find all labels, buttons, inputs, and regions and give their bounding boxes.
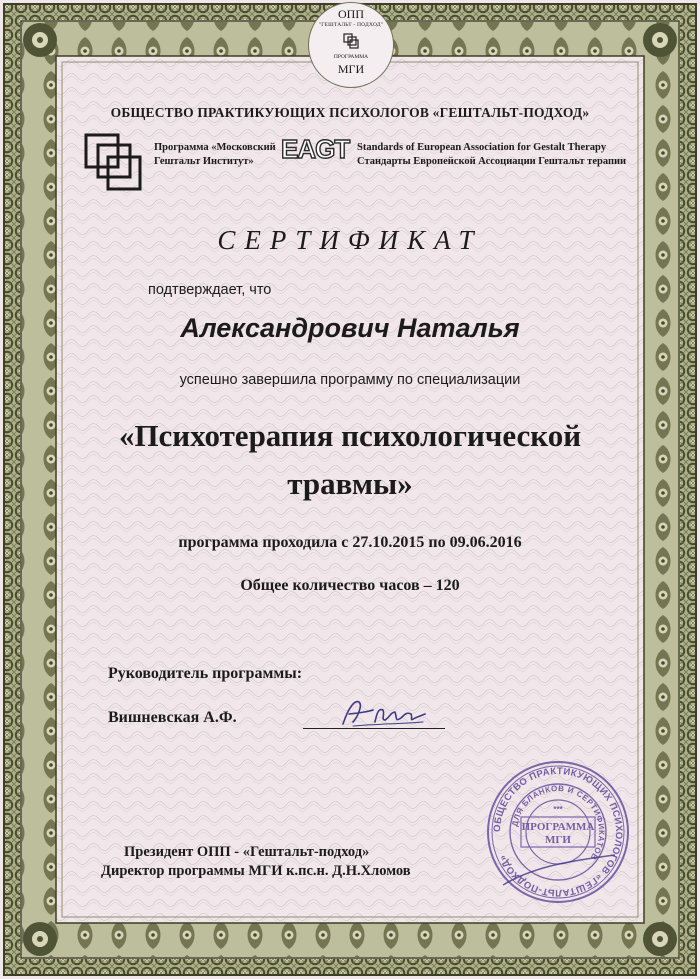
stamp-center-line1: ПРОГРАММА <box>521 821 595 833</box>
stamp-center-line2: МГИ <box>545 834 571 846</box>
medallion-mgi: МГИ <box>337 62 365 76</box>
squares-logo-icon <box>343 33 359 49</box>
squares-logo-icon <box>84 133 144 193</box>
president-line: Президент ОПП - «Гештальт-подход» <box>124 844 370 860</box>
stamp-inner-text: ДЛЯ БЛАНКОВ И СЕРТИФИКАТОВ <box>510 783 607 862</box>
handwritten-signature <box>335 696 435 730</box>
certificate-title: СЕРТИФИКАТ <box>217 225 483 255</box>
specialization-line2: травмы» <box>287 466 413 501</box>
medallion-program: ПРОГРАММА <box>333 54 369 60</box>
total-hours: Общее количество часов – 120 <box>240 577 460 594</box>
standards-russian: Стандарты Европейской Ассоциации Гештальт терапии <box>357 156 627 167</box>
program-name-line1: Программа «Московский <box>154 142 276 153</box>
completion-text: успешно завершила программу по специализации <box>179 372 521 388</box>
standards-english: Standards of European Association for Gestalt Therapy <box>357 142 607 153</box>
round-stamp <box>483 757 633 907</box>
director-line: Директор программы МГИ к.пс.н. Д.Н.Хломов <box>101 863 411 879</box>
medallion-org: ОПП <box>338 7 364 21</box>
program-name-line2: Гештальт Институт» <box>154 156 254 167</box>
program-head-name: Вишневская А.Ф. <box>108 709 237 726</box>
stamp-stars: *** <box>553 805 563 814</box>
recipient-name: Александрович Наталья <box>180 313 520 343</box>
specialization-line1: «Психотерапия психологической <box>118 418 582 453</box>
eagt-logo: EAGT <box>281 134 350 164</box>
program-dates: программа проходила с 27.10.2015 по 09.06.2016 <box>178 534 522 551</box>
medallion-subtitle: "ГЕШТАЛЬТ - ПОДХОД" <box>318 22 384 28</box>
top-medallion <box>308 2 394 88</box>
stamp-outer-text: ОБЩЕСТВО ПРАКТИКУЮЩИХ ПСИХОЛОГОВ «ГЕШТАЛЬТ-ПОДХОД» <box>491 765 625 899</box>
confirms-text: подтверждает, что <box>148 282 272 298</box>
program-head-label: Руководитель программы: <box>108 665 303 682</box>
organization-title: ОБЩЕСТВО ПРАКТИКУЮЩИХ ПСИХОЛОГОВ «ГЕШТАЛЬТ-ПОДХОД» <box>110 105 590 120</box>
